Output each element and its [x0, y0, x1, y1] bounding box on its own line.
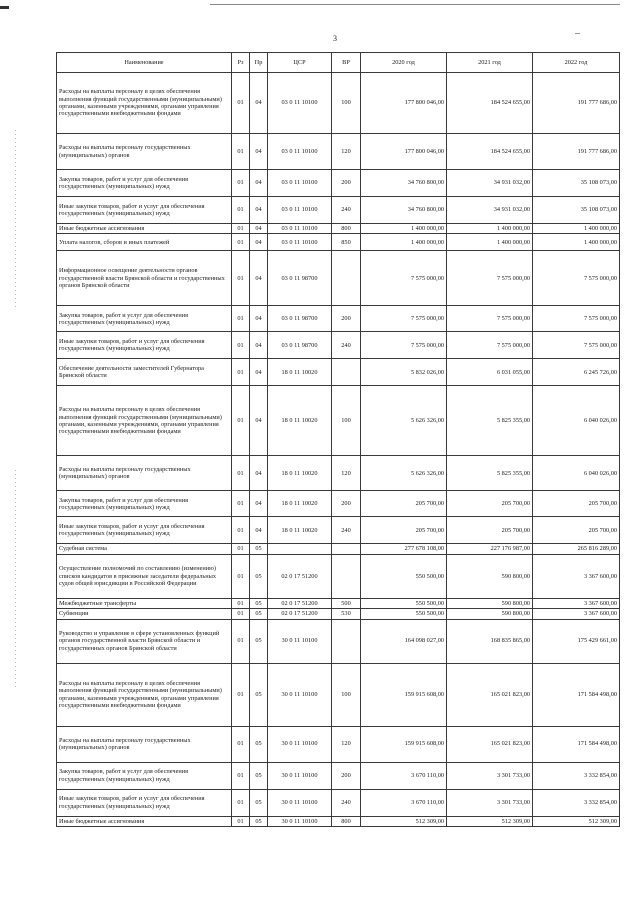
- row-rz: 01: [232, 609, 250, 619]
- row-2020: 1 400 000,00: [361, 224, 447, 234]
- row-name: Закупка товаров, работ и услуг для обеспечения государственных (муниципальных) нужд: [57, 491, 232, 517]
- row-csr: 03 0 11 10100: [268, 234, 332, 251]
- row-2021: 7 575 000,00: [447, 332, 533, 359]
- row-rz: 01: [232, 134, 250, 170]
- row-csr: 30 0 11 10100: [268, 619, 332, 663]
- row-csr: 03 0 11 98700: [268, 306, 332, 332]
- row-rz: 01: [232, 224, 250, 234]
- row-vr: 500: [332, 598, 361, 608]
- row-2021: 7 575 000,00: [447, 251, 533, 306]
- row-csr: 03 0 11 10100: [268, 73, 332, 134]
- row-vr: 100: [332, 663, 361, 726]
- row-pr: 05: [250, 816, 268, 826]
- row-vr: 200: [332, 170, 361, 197]
- row-2022: 1 400 000,00: [533, 224, 620, 234]
- row-pr: 04: [250, 332, 268, 359]
- row-2022: 7 575 000,00: [533, 306, 620, 332]
- row-2022: 191 777 686,00: [533, 134, 620, 170]
- row-vr: 100: [332, 386, 361, 456]
- row-pr: 05: [250, 554, 268, 598]
- row-2022: 35 108 073,00: [533, 170, 620, 197]
- row-vr: 120: [332, 456, 361, 491]
- row-pr: 04: [250, 386, 268, 456]
- row-2022: 1 400 000,00: [533, 234, 620, 251]
- table-row: [57, 359, 620, 386]
- row-csr: 30 0 11 10100: [268, 789, 332, 816]
- row-vr: [332, 554, 361, 598]
- row-vr: 200: [332, 762, 361, 789]
- row-name: Иные бюджетные ассигнования: [57, 224, 232, 234]
- row-2020: 550 500,00: [361, 609, 447, 619]
- row-2020: 7 575 000,00: [361, 306, 447, 332]
- header-pr: Пр: [250, 53, 268, 73]
- row-2022: 7 575 000,00: [533, 251, 620, 306]
- row-2022: 205 700,00: [533, 517, 620, 544]
- row-2020: 550 500,00: [361, 554, 447, 598]
- row-vr: 240: [332, 517, 361, 544]
- row-pr: 04: [250, 134, 268, 170]
- row-2022: 205 700,00: [533, 491, 620, 517]
- row-2022: 171 584 498,00: [533, 663, 620, 726]
- row-name: Иные закупки товаров, работ и услуг для обеспечения государственных (муниципальных) нужд: [57, 789, 232, 816]
- row-vr: 100: [332, 73, 361, 134]
- row-rz: 01: [232, 726, 250, 762]
- row-name: Уплата налогов, сборов и иных платежей: [57, 234, 232, 251]
- table-row: [57, 789, 620, 816]
- row-csr: 02 0 17 51200: [268, 609, 332, 619]
- row-rz: 01: [232, 789, 250, 816]
- table-row: [57, 619, 620, 663]
- row-rz: 01: [232, 517, 250, 544]
- table-row: [57, 234, 620, 251]
- row-csr: 18 0 11 10020: [268, 491, 332, 517]
- row-pr: 05: [250, 609, 268, 619]
- row-2021: 590 800,00: [447, 609, 533, 619]
- row-2020: 512 309,00: [361, 816, 447, 826]
- row-2021: 227 176 987,00: [447, 544, 533, 554]
- row-2020: 159 915 608,00: [361, 663, 447, 726]
- row-2021: 512 309,00: [447, 816, 533, 826]
- row-vr: [332, 619, 361, 663]
- row-vr: 200: [332, 306, 361, 332]
- row-pr: 04: [250, 73, 268, 134]
- row-2020: 34 760 800,00: [361, 197, 447, 224]
- row-2020: 550 500,00: [361, 598, 447, 608]
- row-pr: 05: [250, 762, 268, 789]
- row-2022: 3 367 600,00: [533, 609, 620, 619]
- row-vr: 800: [332, 816, 361, 826]
- row-pr: 04: [250, 170, 268, 197]
- row-name: Субвенции: [57, 609, 232, 619]
- row-vr: 240: [332, 789, 361, 816]
- row-2021: 3 301 733,00: [447, 789, 533, 816]
- row-rz: 01: [232, 332, 250, 359]
- row-pr: 05: [250, 598, 268, 608]
- row-name: Обеспечение деятельности заместителей Губернатора Брянской области: [57, 359, 232, 386]
- row-name: Расходы на выплаты персоналу государственных (муниципальных) органов: [57, 134, 232, 170]
- row-name: Иные бюджетные ассигнования: [57, 816, 232, 826]
- row-csr: 30 0 11 10100: [268, 816, 332, 826]
- row-2022: 191 777 686,00: [533, 73, 620, 134]
- row-name: Расходы на выплаты персоналу государственных (муниципальных) органов: [57, 726, 232, 762]
- table-row: [57, 663, 620, 726]
- row-2020: 34 760 800,00: [361, 170, 447, 197]
- row-vr: [332, 251, 361, 306]
- table-row: [57, 726, 620, 762]
- row-2021: 34 931 032,00: [447, 197, 533, 224]
- row-csr: 03 0 11 10100: [268, 197, 332, 224]
- row-rz: 01: [232, 663, 250, 726]
- row-pr: 04: [250, 251, 268, 306]
- table-row: [57, 554, 620, 598]
- row-2022: 3 367 600,00: [533, 598, 620, 608]
- row-rz: 01: [232, 491, 250, 517]
- row-2021: 205 700,00: [447, 517, 533, 544]
- row-vr: 120: [332, 134, 361, 170]
- table-row: [57, 251, 620, 306]
- row-pr: 04: [250, 359, 268, 386]
- row-csr: 30 0 11 10100: [268, 663, 332, 726]
- row-pr: 04: [250, 517, 268, 544]
- margin-dots: [15, 470, 16, 690]
- corner-tick: [575, 33, 580, 34]
- row-2021: 165 021 823,00: [447, 663, 533, 726]
- row-name: Расходы на выплаты персоналу государственных (муниципальных) органов: [57, 456, 232, 491]
- row-vr: [332, 359, 361, 386]
- row-rz: 01: [232, 170, 250, 197]
- row-2021: 165 021 823,00: [447, 726, 533, 762]
- row-csr: 03 0 11 10100: [268, 224, 332, 234]
- row-2022: 171 584 498,00: [533, 726, 620, 762]
- header-2021: 2021 год: [447, 53, 533, 73]
- row-rz: 01: [232, 544, 250, 554]
- margin-dots: [15, 130, 16, 310]
- row-2021: 184 524 655,00: [447, 73, 533, 134]
- table-row: [57, 134, 620, 170]
- budget-table: [56, 52, 620, 827]
- row-2022: 175 429 661,00: [533, 619, 620, 663]
- row-name: Иные закупки товаров, работ и услуг для обеспечения государственных (муниципальных) нужд: [57, 332, 232, 359]
- table-row: [57, 456, 620, 491]
- header-2020: 2020 год: [361, 53, 447, 73]
- header-csr: ЦСР: [268, 53, 332, 73]
- row-2021: 1 400 000,00: [447, 224, 533, 234]
- table-row: [57, 224, 620, 234]
- row-name: Закупка товаров, работ и услуг для обеспечения государственных (муниципальных) нужд: [57, 306, 232, 332]
- row-2021: 168 835 865,00: [447, 619, 533, 663]
- row-pr: 05: [250, 726, 268, 762]
- page-number: 3: [333, 34, 337, 43]
- row-pr: 04: [250, 224, 268, 234]
- row-csr: 02 0 17 51200: [268, 598, 332, 608]
- top-rule: [210, 4, 620, 5]
- table-row: [57, 816, 620, 826]
- row-name: Судебная система: [57, 544, 232, 554]
- row-name: Расходы на выплаты персоналу в целях обеспечения выполнения функций государственными (муниципальными) органами, казенными учреждениями, органами управления государственными внебюджетными фондами: [57, 663, 232, 726]
- table-row: [57, 491, 620, 517]
- table-row: [57, 598, 620, 608]
- row-rz: 01: [232, 359, 250, 386]
- row-name: Руководство и управление в сфере установленных функций органов государственной власти Брянской области и государственных органов Брянской области: [57, 619, 232, 663]
- row-2020: 277 678 108,00: [361, 544, 447, 554]
- row-2022: 512 309,00: [533, 816, 620, 826]
- row-rz: 01: [232, 456, 250, 491]
- header-vr: ВР: [332, 53, 361, 73]
- row-pr: 04: [250, 456, 268, 491]
- row-vr: [332, 544, 361, 554]
- row-2020: 7 575 000,00: [361, 332, 447, 359]
- table-row: [57, 197, 620, 224]
- row-rz: 01: [232, 619, 250, 663]
- row-csr: 18 0 11 10020: [268, 456, 332, 491]
- row-2022: 6 040 026,00: [533, 456, 620, 491]
- row-rz: 01: [232, 598, 250, 608]
- row-2020: 5 832 026,00: [361, 359, 447, 386]
- row-csr: 03 0 11 98700: [268, 332, 332, 359]
- row-csr: 03 0 11 10100: [268, 170, 332, 197]
- table-row: [57, 73, 620, 134]
- row-vr: 850: [332, 234, 361, 251]
- row-csr: 02 0 17 51200: [268, 554, 332, 598]
- row-2021: 34 931 032,00: [447, 170, 533, 197]
- row-name: Осуществление полномочий по составлению (изменению) списков кандидатов в присяжные заседатели федеральных судов общей юрисдикции в Российской Федерации: [57, 554, 232, 598]
- row-pr: 04: [250, 306, 268, 332]
- row-csr: 18 0 11 10020: [268, 386, 332, 456]
- row-pr: 04: [250, 234, 268, 251]
- row-2022: 6 040 026,00: [533, 386, 620, 456]
- row-2020: 5 626 326,00: [361, 386, 447, 456]
- row-pr: 05: [250, 663, 268, 726]
- row-name: Расходы на выплаты персоналу в целях обеспечения выполнения функций государственными (муниципальными) органами, казенными учреждениями, органами управления государственными внебюджетными фондами: [57, 386, 232, 456]
- row-vr: 800: [332, 224, 361, 234]
- row-name: Информационное освещение деятельности органов государственной власти Брянской области и государственных органов Брянской области: [57, 251, 232, 306]
- row-2020: 177 800 046,00: [361, 73, 447, 134]
- row-pr: 05: [250, 544, 268, 554]
- row-vr: 200: [332, 491, 361, 517]
- row-rz: 01: [232, 234, 250, 251]
- row-2020: 5 626 326,00: [361, 456, 447, 491]
- row-2021: 7 575 000,00: [447, 306, 533, 332]
- row-csr: 03 0 11 10100: [268, 134, 332, 170]
- row-csr: 18 0 11 10020: [268, 517, 332, 544]
- row-name: Иные закупки товаров, работ и услуг для обеспечения государственных (муниципальных) нужд: [57, 197, 232, 224]
- row-2020: 205 700,00: [361, 517, 447, 544]
- row-2020: 159 915 608,00: [361, 726, 447, 762]
- row-name: Иные закупки товаров, работ и услуг для обеспечения государственных (муниципальных) нужд: [57, 517, 232, 544]
- table-row: [57, 544, 620, 554]
- row-pr: 05: [250, 789, 268, 816]
- row-2021: 205 700,00: [447, 491, 533, 517]
- table-row: [57, 762, 620, 789]
- row-vr: 120: [332, 726, 361, 762]
- row-2020: 205 700,00: [361, 491, 447, 517]
- row-csr: [268, 544, 332, 554]
- row-rz: 01: [232, 306, 250, 332]
- row-csr: 30 0 11 10100: [268, 762, 332, 789]
- row-name: Закупка товаров, работ и услуг для обеспечения государственных (муниципальных) нужд: [57, 170, 232, 197]
- row-rz: 01: [232, 554, 250, 598]
- table-row: [57, 609, 620, 619]
- table-row: [57, 306, 620, 332]
- row-vr: 240: [332, 197, 361, 224]
- header-2022: 2022 год: [533, 53, 620, 73]
- row-vr: 530: [332, 609, 361, 619]
- row-2021: 5 825 355,00: [447, 386, 533, 456]
- row-pr: 05: [250, 619, 268, 663]
- row-2022: 7 575 000,00: [533, 332, 620, 359]
- row-2022: 3 332 854,00: [533, 789, 620, 816]
- row-2022: 35 108 073,00: [533, 197, 620, 224]
- row-pr: 04: [250, 197, 268, 224]
- row-2021: 1 400 000,00: [447, 234, 533, 251]
- row-rz: 01: [232, 251, 250, 306]
- row-2021: 184 524 655,00: [447, 134, 533, 170]
- row-csr: 30 0 11 10100: [268, 726, 332, 762]
- row-2020: 3 670 110,00: [361, 789, 447, 816]
- row-2020: 7 575 000,00: [361, 251, 447, 306]
- row-2022: 265 816 289,00: [533, 544, 620, 554]
- row-vr: 240: [332, 332, 361, 359]
- row-rz: 01: [232, 197, 250, 224]
- budget-table-container: [56, 52, 619, 827]
- row-rz: 01: [232, 762, 250, 789]
- row-pr: 04: [250, 491, 268, 517]
- row-rz: 01: [232, 73, 250, 134]
- header-row: [57, 53, 620, 73]
- row-2022: 6 245 726,00: [533, 359, 620, 386]
- row-name: Межбюджетные трансферты: [57, 598, 232, 608]
- row-csr: 18 0 11 10020: [268, 359, 332, 386]
- row-2021: 3 301 733,00: [447, 762, 533, 789]
- row-2022: 3 367 600,00: [533, 554, 620, 598]
- table-row: [57, 332, 620, 359]
- header-rz: Рз: [232, 53, 250, 73]
- row-2021: 5 825 355,00: [447, 456, 533, 491]
- table-row: [57, 386, 620, 456]
- header-name: Наименование: [57, 53, 232, 73]
- row-2020: 1 400 000,00: [361, 234, 447, 251]
- scan-mark: [0, 6, 9, 9]
- row-2020: 3 670 110,00: [361, 762, 447, 789]
- row-2021: 590 800,00: [447, 554, 533, 598]
- row-csr: 03 0 11 98700: [268, 251, 332, 306]
- row-rz: 01: [232, 386, 250, 456]
- row-2022: 3 332 854,00: [533, 762, 620, 789]
- table-row: [57, 170, 620, 197]
- table-row: [57, 517, 620, 544]
- row-2020: 164 098 027,00: [361, 619, 447, 663]
- row-2020: 177 800 046,00: [361, 134, 447, 170]
- row-2021: 6 031 055,00: [447, 359, 533, 386]
- row-name: Расходы на выплаты персоналу в целях обеспечения выполнения функций государственными (муниципальными) органами, казенными учреждениями, органами управления государственными внебюджетными фондами: [57, 73, 232, 134]
- table-body: [57, 73, 620, 827]
- row-name: Закупка товаров, работ и услуг для обеспечения государственных (муниципальных) нужд: [57, 762, 232, 789]
- row-rz: 01: [232, 816, 250, 826]
- row-2021: 590 800,00: [447, 598, 533, 608]
